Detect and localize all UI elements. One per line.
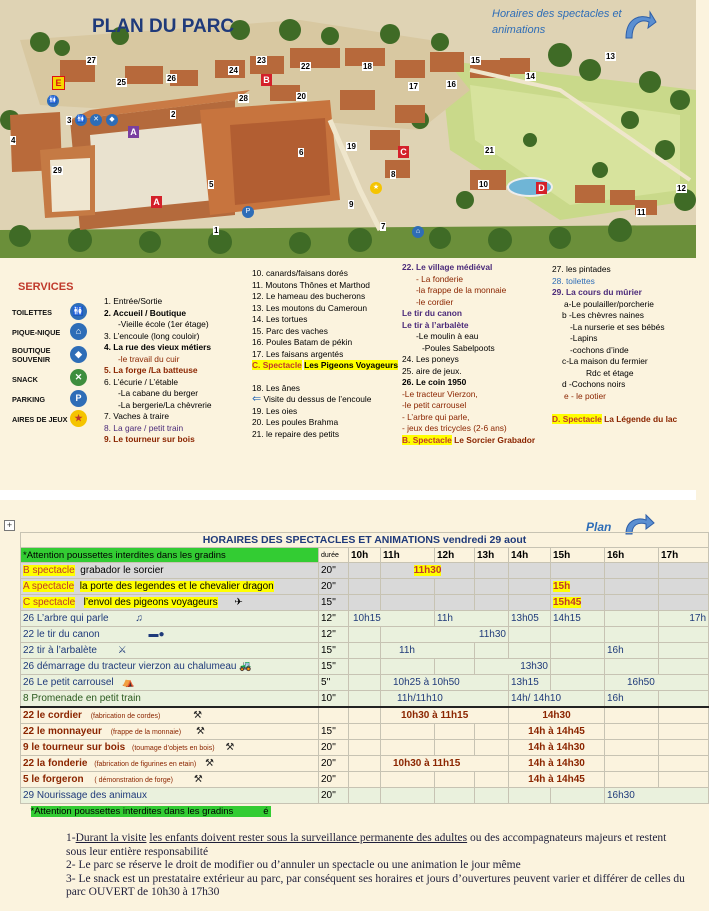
map-illustration <box>0 0 696 258</box>
activity-subtitle: (fabrication de cordes) <box>90 713 161 720</box>
legend-item: 29. La cours du mûrier <box>552 287 642 297</box>
show-title: l’envol des pigeons voyageurs <box>83 597 218 608</box>
playground-icon: ★ <box>370 182 382 194</box>
legend-item: 26. Le coin 1950 <box>402 377 467 387</box>
legend-item: Rdc et étage <box>586 367 634 378</box>
legend-item: 13. Les moutons du Cameroun <box>252 302 367 313</box>
table-row <box>21 804 709 820</box>
duration-cell: 15'' <box>319 643 349 659</box>
map-number: 25 <box>117 78 126 87</box>
left-arrow-icon: ⇐ <box>252 393 262 405</box>
legend-item: c-La maison du fermier <box>562 356 648 366</box>
legend-item: 8. La gare / petit train <box>104 422 184 433</box>
hour-header: 13h <box>475 548 509 563</box>
legend-item: -Poules Sabelpoots <box>422 342 495 353</box>
time-cell: 15h45 <box>553 597 582 608</box>
table-row <box>21 627 709 643</box>
legend-item: 11. Moutons Thônes et Marthod <box>252 279 370 290</box>
table-row <box>21 707 709 724</box>
show-title: grabador le sorcier <box>80 565 164 576</box>
legend-item: -La nurserie et ses bébés <box>570 321 665 332</box>
snack-icon: ✕ <box>90 114 102 126</box>
activity-label: 26 L’arbre qui parle <box>23 613 109 624</box>
bird-icon: ✈ <box>234 597 243 608</box>
legend-item: b -Les chèvres naines <box>562 310 644 320</box>
legend-item: - L’arbre qui parle, <box>402 411 470 422</box>
map-number: 9 <box>349 200 354 209</box>
map-number: 18 <box>363 62 372 71</box>
time-cell: 13h30 <box>475 659 551 675</box>
map-number: 15 <box>471 56 480 65</box>
legend-item: -la frappe de la monnaie <box>416 285 507 295</box>
table-row <box>21 740 709 756</box>
map-number: 24 <box>229 66 238 75</box>
table-row <box>21 563 709 579</box>
legend-item: -le cordier <box>416 296 454 307</box>
time-cell: 15h <box>553 581 571 592</box>
duration-cell: 12'' <box>319 611 349 627</box>
legend-item: -Le tracteur Vierzon, <box>402 388 478 399</box>
time-cell: 16h <box>605 643 659 659</box>
duration-cell: 5'' <box>319 675 349 691</box>
note-1-part: Durant la visite <box>75 832 147 844</box>
time-cell: 14h30 <box>509 707 605 724</box>
activity-label: 22 la fonderie <box>23 758 88 769</box>
legend-item: 21. le repaire des petits <box>252 428 340 439</box>
legend-item: 7. Vaches à traire <box>104 411 170 421</box>
hour-header: 14h <box>509 548 551 563</box>
hour-header: 12h <box>435 548 475 563</box>
time-cell: 13h05 <box>509 611 551 627</box>
picnic-icon: ⌂ <box>412 226 424 238</box>
legend-item: -La bergerie/La chèvrerie <box>118 399 212 410</box>
duration-header: durée <box>319 548 349 563</box>
note-1-emphasis: les enfants doivent rester sous la surveillance permanente des adultes <box>149 832 468 844</box>
show-c-title: Les Pigeons Voyageurs <box>304 360 399 370</box>
map-number: 13 <box>606 52 615 61</box>
show-c-label: C. Spectacle <box>252 360 302 370</box>
activity-label: 26 démarrage du tracteur vierzon au chalumeau <box>23 661 237 672</box>
legend-item: d -Cochons noirs <box>562 379 626 389</box>
table-row <box>21 611 709 627</box>
legend-item: 22. Le village médiéval <box>402 262 493 272</box>
craftsman-icon: ⚒ <box>225 742 235 753</box>
duration-cell: 20'' <box>319 788 349 804</box>
legend-item: 19. Les oies <box>252 405 298 416</box>
activity-label: 22 le monnayeur <box>23 726 102 737</box>
landmark-c: C <box>398 146 409 158</box>
legend-item: 14. Les tortues <box>252 314 308 324</box>
landmark-b: B <box>261 74 272 86</box>
duration-cell: 10'' <box>319 691 349 708</box>
time-cell: 17h <box>659 611 709 627</box>
map-number: 16 <box>447 80 456 89</box>
map-number: 7 <box>381 222 386 231</box>
duration-cell: 20'' <box>319 756 349 772</box>
legend-item: 10. canards/faisans dorés <box>252 268 348 278</box>
show-label: B spectacle <box>23 565 75 576</box>
duration-cell: 15'' <box>319 595 349 611</box>
toilet-icon: 🚻 <box>47 95 59 107</box>
duration-cell: 20'' <box>319 772 349 788</box>
activity-label: 29 Nourissage des animaux <box>21 788 319 804</box>
table-row <box>21 788 709 804</box>
legend-item: Le tir du canon <box>402 308 463 318</box>
time-cell: 13h15 <box>509 675 551 691</box>
time-cell: 11h/11h10 <box>381 691 509 708</box>
map-number: 20 <box>297 92 306 101</box>
map-number: 28 <box>239 94 248 103</box>
snack-icon: ✕ <box>70 369 87 386</box>
map-number: 8 <box>391 170 396 179</box>
map-number: 17 <box>409 82 418 91</box>
legend-item: e - le potier <box>564 390 606 401</box>
legend-item: 15. Parc des vaches <box>252 325 328 336</box>
table-move-handle-icon[interactable]: + <box>4 520 15 531</box>
legend-item: 18. Les ânes <box>252 382 300 393</box>
show-b-title: Le Sorcier Grabador <box>454 434 536 445</box>
activity-label: 22 le cordier <box>23 710 82 721</box>
legend-item: a-Le poulailler/porcherie <box>564 298 654 309</box>
legend-item: 4. La rue des vieux métiers <box>104 342 212 352</box>
legend-item: -Vieille école (1er étage) <box>118 319 209 329</box>
legend-column-4 <box>552 264 677 426</box>
duration-cell: 20'' <box>319 563 349 579</box>
craftsman-icon: ⚒ <box>193 710 203 721</box>
warning-bottom <box>31 806 271 817</box>
legend-item: 16. Poules Batam de pékin <box>252 337 353 347</box>
time-cell: 11h <box>381 643 475 659</box>
activity-label: 5 le forgeron <box>23 774 84 785</box>
legend-item: - La fonderie <box>416 273 464 284</box>
page-separator <box>0 490 696 500</box>
show-title: la porte des legendes et le chevalier dragon <box>79 581 274 592</box>
table-row <box>21 756 709 772</box>
legend-item: Le tir à l’arbalète <box>402 319 469 330</box>
time-cell: 11h30 <box>381 627 509 643</box>
table-row <box>21 724 709 740</box>
warning-top: *Attention poussettes interdites dans les gradins <box>21 548 319 563</box>
shop-icon: ◆ <box>106 114 118 126</box>
table-row <box>21 675 709 691</box>
legend-item: - jeux des tricycles (2-6 ans) <box>402 423 507 433</box>
landmark-e: E <box>52 76 65 90</box>
map-number: 11 <box>637 208 646 217</box>
landmark-a: A <box>128 126 139 138</box>
table-row <box>21 772 709 788</box>
time-cell: 11h <box>435 611 509 627</box>
shop-icon: ◆ <box>70 346 87 363</box>
service-label: BOUTIQUE SOUVENIR <box>12 346 51 364</box>
hour-header: 17h <box>659 548 709 563</box>
parking-icon: P <box>242 206 254 218</box>
note-2: 2- Le parc se réserve le droit de modifier ou d’annuler un spectacle ou une animation le jour même <box>66 859 521 871</box>
service-label: TOILETTES <box>12 308 53 317</box>
map-number: 4 <box>11 136 16 145</box>
map-number: 2 <box>171 110 176 119</box>
legend-item: 24. Les poneys <box>402 354 459 364</box>
warning-bottom-end: é <box>263 806 269 817</box>
activity-subtitle: (frappe de la monnaie) <box>110 729 182 736</box>
map-number: 19 <box>347 142 356 151</box>
landmark-a: A <box>151 196 162 208</box>
activity-label: 22 tir à l’arbalète <box>23 645 97 656</box>
park-map <box>0 0 696 258</box>
playground-icon: ★ <box>70 410 87 427</box>
legend-item: 3. L’encoule (long couloir) <box>104 330 200 341</box>
craftsman-icon: ⚒ <box>195 726 205 737</box>
plan-link[interactable]: Plan <box>586 520 612 534</box>
legend-section <box>0 258 696 490</box>
map-number: 21 <box>485 146 494 155</box>
legend-item: 1. Entrée/Sortie <box>104 296 163 306</box>
note-1 <box>66 832 686 859</box>
services-title: SERVICES <box>18 281 74 293</box>
legend-item: 27. les pintades <box>552 264 611 274</box>
activity-subtitle: (toumage d’objets en bois) <box>132 745 215 752</box>
show-d-label: D. Spectacle <box>552 414 602 424</box>
activity-label: 26 Le petit carrousel <box>23 677 114 688</box>
service-label: PARKING <box>12 395 46 404</box>
duration-cell <box>319 707 349 724</box>
note-1-rest: ou des accompagnateurs majeurs et restent sous leur entière responsabilité <box>66 832 667 858</box>
show-label: C spectacle <box>23 597 76 608</box>
legend-item: 20. Les poules Brahma <box>252 417 339 427</box>
legend-column-3 <box>402 262 535 446</box>
picnic-icon: ⌂ <box>70 323 87 340</box>
time-cell: 14h15 <box>551 611 605 627</box>
legend-item: 2. Accueil / Boutique <box>104 307 187 318</box>
legend-item: 6. L’écurie / L’étable <box>104 376 179 387</box>
legend-item: 17. Les faisans argentés <box>252 348 344 359</box>
map-number: 12 <box>677 184 686 193</box>
map-number: 14 <box>526 72 535 81</box>
note-1-number: 1- <box>66 832 76 844</box>
schedule-title: HORAIRES DES SPECTACLES ET ANIMATIONS vendredi 29 aout <box>21 533 709 548</box>
service-label: PIQUE-NIQUE <box>12 328 61 337</box>
craftsman-icon: ⚒ <box>204 758 214 769</box>
craftsman-icon: ⚒ <box>193 774 203 785</box>
map-number: 1 <box>214 226 219 235</box>
hour-header: 15h <box>551 548 605 563</box>
map-number: 26 <box>167 74 176 83</box>
time-cell: 14h à 14h30 <box>509 756 605 772</box>
time-cell: 10h25 à 10h50 <box>381 675 509 691</box>
table-row <box>21 659 709 675</box>
toilet-icon: 🚻 <box>70 303 87 320</box>
legend-item: -cochons d’inde <box>570 344 629 355</box>
hour-header: 10h <box>349 548 381 563</box>
legend-item: -le travail du cuir <box>118 353 180 364</box>
show-d-title: La Légende du lac <box>604 414 678 424</box>
duration-cell: 15'' <box>319 659 349 675</box>
map-number: 23 <box>257 56 266 65</box>
time-cell: 16h50 <box>605 675 709 691</box>
schedule-section <box>0 490 707 911</box>
time-cell: 16h30 <box>605 788 709 804</box>
legend-item: -Le moulin à eau <box>416 331 479 341</box>
table-row <box>21 691 709 708</box>
legend-item: 9. Le tourneur sur bois <box>104 434 195 444</box>
shows-schedule-link[interactable]: Horaires des spectacles et animations <box>492 8 622 36</box>
duration-cell: 20'' <box>319 579 349 595</box>
time-cell: 14h à 14h30 <box>509 740 605 756</box>
map-number: 22 <box>301 62 310 71</box>
time-cell: 10h30 à 11h15 <box>381 707 509 724</box>
legend-column-2 <box>252 268 398 440</box>
crossbow-icon: ⚔ <box>117 645 127 656</box>
legend-item: Visite du dessus de l’encoule <box>263 394 372 404</box>
activity-subtitle: (fabrication de figurines en etain) <box>94 761 197 768</box>
legend-item: 12. Le hameau des bucherons <box>252 291 366 301</box>
legend-item: 5. La forge /La batteuse <box>104 365 198 375</box>
show-label: A spectacle <box>23 581 75 592</box>
service-label: AIRES DE JEUX <box>12 415 68 424</box>
carousel-icon: ⛺ <box>122 677 135 688</box>
hour-header: 11h <box>381 548 435 563</box>
duration-cell: 20'' <box>319 740 349 756</box>
table-row <box>21 643 709 659</box>
landmark-d: D <box>536 182 547 194</box>
toilet-icon: 🚻 <box>75 114 87 126</box>
service-label: SNACK <box>12 375 38 384</box>
time-cell: 11h30 <box>413 565 442 576</box>
legend-item: 25. aire de jeux. <box>402 365 462 376</box>
activity-label: 22 le tir du canon <box>23 629 100 640</box>
schedule-table <box>20 532 709 819</box>
legend-item: -La cabane du berger <box>118 388 199 398</box>
map-number: 29 <box>53 166 62 175</box>
map-number: 10 <box>479 180 488 189</box>
table-row <box>21 579 709 595</box>
parking-icon: P <box>70 390 87 407</box>
activity-label: 9 le tourneur sur bois <box>23 742 126 753</box>
music-notes-icon: ♫ <box>135 613 143 624</box>
time-cell: 10h15 <box>349 611 435 627</box>
map-number: 5 <box>209 180 214 189</box>
activity-subtitle: ( démonstration de forge) <box>94 777 173 784</box>
time-cell: 14h/ 14h10 <box>509 691 605 708</box>
show-b-label: B. Spectacle <box>402 434 452 445</box>
duration-cell: 12'' <box>319 627 349 643</box>
legend-item: -le petit carrousel <box>402 400 467 410</box>
legend-item: -Lapins <box>570 333 598 343</box>
map-title: PLAN DU PARC <box>92 16 235 37</box>
tractor-icon: 🚜 <box>239 661 252 672</box>
map-number: 6 <box>299 148 304 157</box>
time-cell: 14h à 14h45 <box>509 724 605 740</box>
hour-header: 16h <box>605 548 659 563</box>
legend-item: 28. toilettes <box>552 275 595 286</box>
time-cell: 16h <box>605 691 659 708</box>
note-3: 3- Le snack est un prestataire extérieur au parc, par conséquent ses horaires et jours d’ouvertures peuvent varier et différer de celles du parc OUVERT de 10h30 à 17h30 <box>66 872 685 898</box>
curved-arrow-icon[interactable] <box>622 8 658 44</box>
map-number: 27 <box>87 56 96 65</box>
legend-column-1 <box>104 296 212 446</box>
cannon-icon: ▬● <box>148 629 165 640</box>
map-number: 3 <box>67 116 72 125</box>
table-row <box>21 595 709 611</box>
duration-cell: 15'' <box>319 724 349 740</box>
activity-label: 8 Promenade en petit train <box>21 691 319 708</box>
time-cell: 10h30 à 11h15 <box>381 756 509 772</box>
notes-block <box>66 832 686 900</box>
time-cell: 14h à 14h45 <box>509 772 605 788</box>
warning-bottom-text: *Attention poussettes interdites dans les gradins <box>30 806 234 817</box>
